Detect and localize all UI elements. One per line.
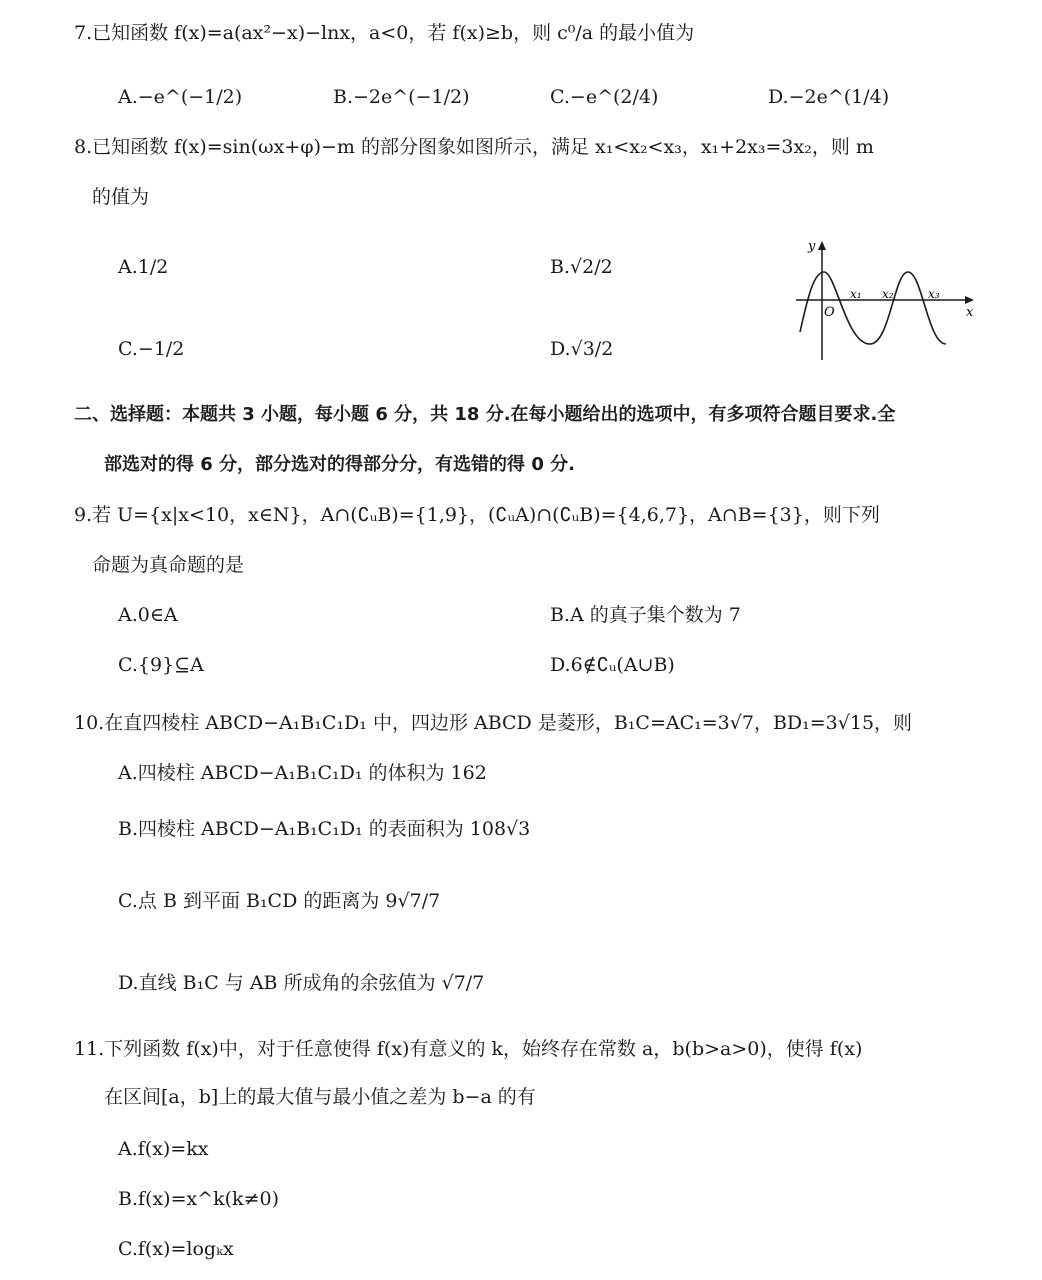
q7-option-c: C.−e^(2/4) xyxy=(550,86,659,108)
x-axis-label: x xyxy=(966,305,974,320)
q11-option-b: B.f(x)=x^k(k≠0) xyxy=(118,1188,279,1210)
q11-stem: 11.下列函数 f(x)中，对于任意使得 f(x)有意义的 k，始终存在常数 a，b(b>a>0)，使得 f(x) xyxy=(74,1038,863,1060)
q9-stem-continued: 命题为真命题的是 xyxy=(92,554,245,576)
q10-stem: 10.在直四棱柱 ABCD−A₁B₁C₁D₁ 中，四边形 ABCD 是菱形，B₁C=AC₁=3√7，BD₁=3√15，则 xyxy=(74,712,913,734)
y-axis-arrow xyxy=(818,241,826,250)
x1-label: x₁ xyxy=(850,287,862,301)
q7-option-b: B.−2e^(−1/2) xyxy=(333,86,470,108)
origin-label: O xyxy=(824,305,835,320)
q9-option-d: D.6∉∁ᵤ(A∪B) xyxy=(550,654,675,676)
q9-option-b: B.A 的真子集个数为 7 xyxy=(550,604,741,626)
q11-stem-continued: 在区间[a，b]上的最大值与最小值之差为 b−a 的有 xyxy=(104,1086,536,1108)
q8-option-a: A.1/2 xyxy=(118,256,169,278)
q9-option-a: A.0∈A xyxy=(118,604,178,626)
q8-option-d: D.√3/2 xyxy=(550,338,614,360)
q9-option-c: C.{9}⊆A xyxy=(118,654,204,676)
q10-option-d: D.直线 B₁C 与 AB 所成角的余弦值为 √7/7 xyxy=(118,972,485,994)
section-2-line-2: 部选对的得 6 分，部分选对的得部分分，有选错的得 0 分. xyxy=(104,454,575,475)
y-axis-label: y xyxy=(808,239,816,254)
section-2-line-1: 二、选择题：本题共 3 小题，每小题 6 分，共 18 分.在每小题给出的选项中，有多项符合题目要求.全 xyxy=(74,404,896,425)
x2-label: x₂ xyxy=(882,287,894,301)
q11-option-c: C.f(x)=logₖx xyxy=(118,1238,234,1260)
q7-option-a: A.−e^(−1/2) xyxy=(118,86,243,108)
q8-stem: 8.已知函数 f(x)=sin(ωx+φ)−m 的部分图象如图所示，满足 x₁<x₂<x₃，x₁+2x₃=3x₂，则 m xyxy=(74,136,874,158)
q11-option-a: A.f(x)=kx xyxy=(118,1138,209,1160)
q7-stem: 7.已知函数 f(x)=a(ax²−x)−lnx，a<0，若 f(x)≥b，则 c⁰/a 的最小值为 xyxy=(74,22,695,44)
q8-stem-continued: 的值为 xyxy=(92,186,150,208)
q10-option-b: B.四棱柱 ABCD−A₁B₁C₁D₁ 的表面积为 108√3 xyxy=(118,818,531,840)
q8-option-c: C.−1/2 xyxy=(118,338,185,360)
sine-graph-figure xyxy=(790,236,980,366)
q10-option-a: A.四棱柱 ABCD−A₁B₁C₁D₁ 的体积为 162 xyxy=(118,762,487,784)
x-axis-arrow xyxy=(965,296,974,304)
q10-option-c: C.点 B 到平面 B₁CD 的距离为 9√7/7 xyxy=(118,890,441,912)
q8-option-b: B.√2/2 xyxy=(550,256,613,278)
x3-label: x₃ xyxy=(928,287,940,301)
q7-option-d: D.−2e^(1/4) xyxy=(768,86,890,108)
q9-stem: 9.若 U={x|x<10，x∈N}，A∩(∁ᵤB)={1,9}，(∁ᵤA)∩(∁ᵤB)={4,6,7}，A∩B={3}，则下列 xyxy=(74,504,880,526)
